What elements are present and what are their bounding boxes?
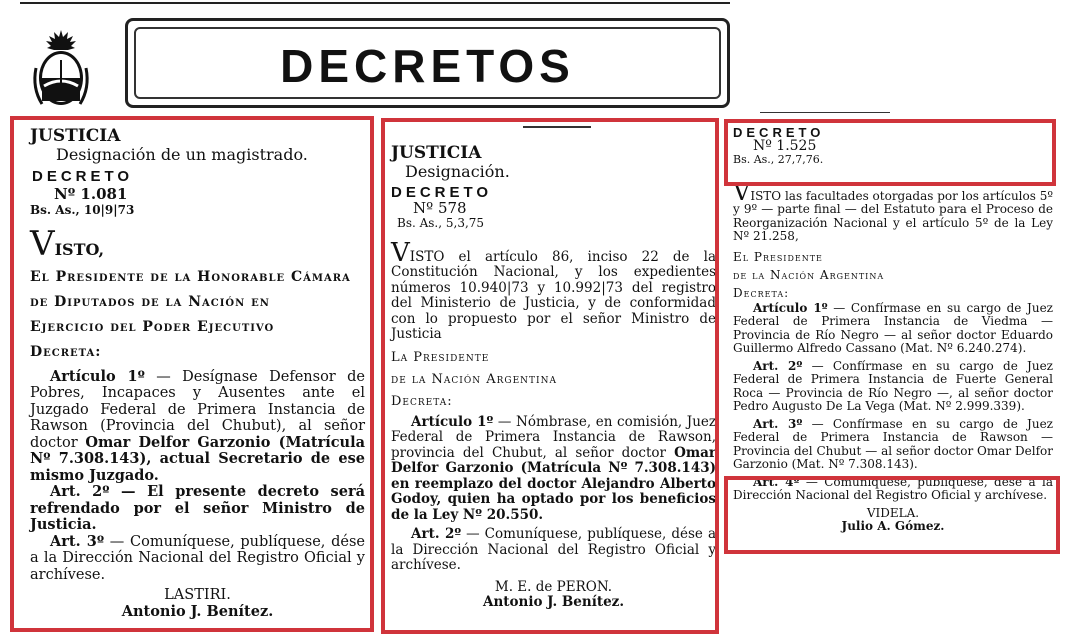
drop-cap: V — [391, 237, 410, 268]
president-line: El Presidente — [733, 249, 823, 264]
article-text: — El presente decreto será refrendado por el señor Ministro de Justicia. — [30, 483, 365, 533]
decree-column-3 — [733, 126, 1053, 534]
coat-of-arms-icon — [30, 28, 92, 110]
article-text: — Confírmase en su cargo de Juez Federal de Primera Instancia de Rawson — Provincia del Chubut — al señor doctor Omar Delfor Garzonio (Mat. Nº 7.308.143). — [733, 416, 1054, 471]
decree-date: Bs. As., 10|9|73 — [30, 203, 135, 217]
drop-cap: V — [733, 177, 751, 206]
article-1 — [733, 302, 1053, 356]
decree-column-2 — [391, 143, 717, 611]
page-title: DECRETOS — [280, 40, 575, 92]
president-line: de la Nación Argentina — [391, 371, 557, 387]
decree-column-1 — [30, 128, 365, 620]
decree-number: Nº 578 — [413, 198, 467, 217]
article-text: — Confírmase en su cargo de Juez Federal de Primera Instancia de Viedma — Provincia de Río Negro — al señor doctor Eduardo Guillermo Alfredo Cassano (Mat. Nº 6.240.274). — [733, 300, 1053, 355]
article-text: — Comuníquese, publíquese, dése a la Dirección Nacional del Registro Oficial y archívese. — [733, 474, 1053, 502]
article-2 — [733, 360, 1053, 414]
article-heading: Artículo 1º — [411, 413, 494, 430]
signature-2: Julio A. Gómez. — [841, 519, 945, 533]
president-line: de Diputados de la Nación en — [30, 293, 270, 310]
article-3 — [733, 418, 1053, 472]
signature-1: VIDELA. — [866, 505, 920, 520]
decreta-label: Decreta: — [733, 285, 790, 300]
article-heading: Art. 3º — [50, 532, 105, 550]
article-text: — Comuníquese, publíquese, dése a la Dirección Nacional del Registro Oficial y archívese. — [391, 526, 716, 573]
article-heading: Art. 2º — [50, 483, 110, 500]
visto-text: ISTO el artículo 86, inciso 22 de la Constitución Nacional, y los expedientes números 10.940|73 y 10.992|73 del registro del Ministerio de Justicia, y de conformidad con lo propuesto por el señor Ministro de Justicia — [391, 248, 716, 342]
president-line: La Presidente — [391, 349, 490, 365]
visto-paragraph — [30, 223, 365, 264]
decree-date: Bs. As., 27,7,76. — [733, 153, 824, 166]
decree-subtitle: Designación de un magistrado. — [56, 144, 308, 164]
decree-date: Bs. As., 5,3,75 — [397, 216, 485, 230]
president-line: El Presidente de la Honorable Cámara — [30, 268, 351, 285]
section-title: JUSTICIA — [391, 143, 482, 163]
decree-label: DECRETO — [733, 125, 825, 140]
article-text: — Desígnase Defensor de Pobres, Incapaces y Ausentes ante el Juzgado Federal de Primera Instancia de Rawson (Provincia del Chubut), al señor doctor — [30, 368, 365, 451]
president-line: de la Nación Argentina — [733, 267, 885, 282]
decree-number: Nº 1.525 — [753, 137, 817, 154]
article-heading: Art. 2º — [753, 358, 803, 373]
article-text: — Nómbrase, en comisión, Juez Federal de Primera Instancia de Rawson, provincia del Chubut, al señor doctor — [391, 413, 717, 461]
article-heading: Art. 4º — [753, 474, 800, 489]
article-text: — Confírmase en su cargo de Juez Federal de Primera Instancia de Fuerte General Roca — Provincia de Río Negro —, al señor doctor Pedro Augusto De La Vega (Mat. Nº 2.999.339). — [733, 358, 1054, 413]
decreta-label: Decreta: — [391, 393, 453, 409]
article-text: — Comuníquese, publíquese, dése a la Dirección Nacional del Registro Oficial y archívese. — [30, 533, 365, 583]
column-rule — [523, 126, 591, 128]
article-heading: Art. 3º — [753, 416, 803, 431]
article-4 — [733, 476, 1053, 503]
article-1 — [30, 369, 365, 485]
signature-1: M. E. de PERON. — [494, 578, 613, 595]
signature-2: Antonio J. Benítez. — [482, 594, 625, 610]
decreta-label: Decreta: — [30, 343, 102, 360]
article-bold-text: Omar Delfor Garzonio (Matrícula Nº 7.308.143), actual Secretario de ese mismo Juzgado. — [30, 433, 366, 484]
top-rule — [20, 2, 730, 4]
visto-paragraph — [733, 177, 1053, 244]
visto-text: ISTO las facultades otorgadas por los artículos 5º y 9º — parte final — del Estatuto para el Proceso de Reorganización Nacional y el artículo 5º de la Ley Nº 21.258, — [733, 188, 1053, 243]
visto-text: ISTO, — [54, 239, 105, 259]
section-title: JUSTICIA — [30, 126, 121, 146]
signature-1: LASTIRI. — [164, 587, 231, 603]
visto-paragraph — [391, 237, 716, 343]
article-bold-text: Omar Delfor Garzonio (Matrícula Nº 7.308.143) en reemplazo del doctor Alejandro Alberto Godoy, quien ha optado por los beneficios de la Ley Nº 20.550. — [391, 444, 716, 523]
decree-label: DECRETO — [391, 184, 493, 201]
article-2 — [30, 484, 365, 534]
article-1 — [391, 415, 716, 524]
title-banner — [125, 18, 730, 108]
decree-number: Nº 1.081 — [54, 184, 128, 203]
drop-cap: V — [30, 223, 55, 264]
article-heading: Artículo 1º — [50, 367, 145, 385]
article-heading: Art. 2º — [411, 526, 462, 542]
president-line: Ejercicio del Poder Ejecutivo — [30, 318, 275, 335]
decree-subtitle: Designación. — [405, 161, 510, 181]
signature-2: Antonio J. Benítez. — [121, 602, 274, 620]
decree-label: DECRETO — [32, 168, 134, 185]
article-2 — [391, 527, 716, 574]
column-rule — [760, 112, 890, 113]
article-heading: Artículo 1º — [753, 300, 828, 315]
article-3 — [30, 534, 365, 584]
